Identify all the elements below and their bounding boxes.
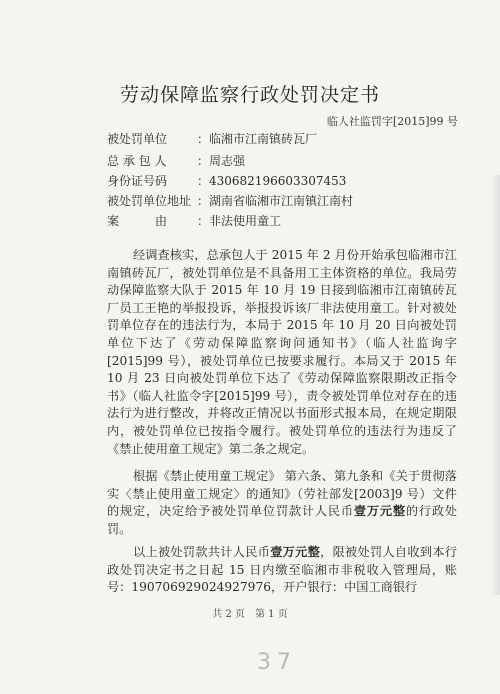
paragraph-findings: 经调查核实，总承包人于 2015 年 2 月份开始承包临湘市江南镇砖瓦厂，被处罚单位是不具备用工主体资格的单位。我局劳动保障监察大队于 2015 年 10 月 19 日接到临湘市江南镇砖瓦厂员工王艳的举报投诉，举报投诉该厂非法使用童工。针对被处罚单位存在的违法行为，本局于 2015 年 10 月 20 日向被处罚单位下达了《劳动保障监察询问通知书》（临人社监询字[2015]99 号），被处罚单位已按要求履行。本局又于 2015 年 10 月 23 日向被处罚单位下达了《劳动保障监察限期改正指令书》（临人社监令字[2015]99 号），责令被处罚单位对存在的违法行为进行整改，并将改正情况以书面形式报本局，在规定期限内，被处罚单位已按指令履行。被处罚单位的违法行为违反了《禁止使用童工规定》第二条之规定。 (107, 248, 457, 456)
field-value: ：临湘市江南镇砖瓦厂 (197, 132, 318, 146)
scan-edge-shadow (490, 175, 500, 595)
field-value: ：周志强 (197, 154, 246, 168)
field-value: ：非法使用童工 (197, 214, 282, 228)
field-row-id (107, 172, 346, 190)
field-row-case (107, 212, 281, 230)
payment-text-end: ，限被处罚人自收到本行政处罚决定书之日起 15 日内缴至临湘市非税收入管理局，账号：190706929024927976，开户银行：中国工商银行 (107, 545, 458, 595)
decision-text: 根据《禁止使用童工规定》 第六条、第九条和《关于贯彻落实〈禁止使用童工规定〉的通知》（劳社部发[2003]9 号）文件的规定，决定给予被处罚单位罚款计人民币 (107, 469, 457, 519)
fine-amount: 壹万元整 (353, 504, 406, 519)
document-title: 劳动保障监察行政处罚决定书 (119, 84, 380, 106)
page-footer: 共 2 页 第 1 页 (212, 609, 288, 620)
field-label: 身份证号码 (107, 174, 168, 188)
field-label: 总 承 包 人 (107, 154, 167, 168)
handwritten-page-number: 37 (257, 650, 297, 675)
decision-text-end: 的行政处罚。 (107, 504, 458, 536)
field-value: ：湖南省临湘市江南镇江南村 (197, 194, 354, 208)
field-row-address (107, 192, 353, 210)
field-row-contractor (107, 152, 245, 170)
field-label: 案 由 (107, 214, 168, 228)
document-number: 临人社监罚字[2015]99 号 (326, 115, 458, 128)
payment-amount: 壹万元整 (270, 545, 321, 559)
field-row-unit (107, 130, 317, 148)
paragraph-payment (107, 544, 457, 597)
payment-text: 以上被处罚款共计人民币 (133, 545, 271, 559)
field-label: 被处罚单位地址 (107, 194, 192, 208)
field-label: 被处罚单位 (107, 132, 168, 146)
paragraph-decision (107, 468, 457, 538)
field-value: ：430682196603307453 (197, 174, 347, 188)
